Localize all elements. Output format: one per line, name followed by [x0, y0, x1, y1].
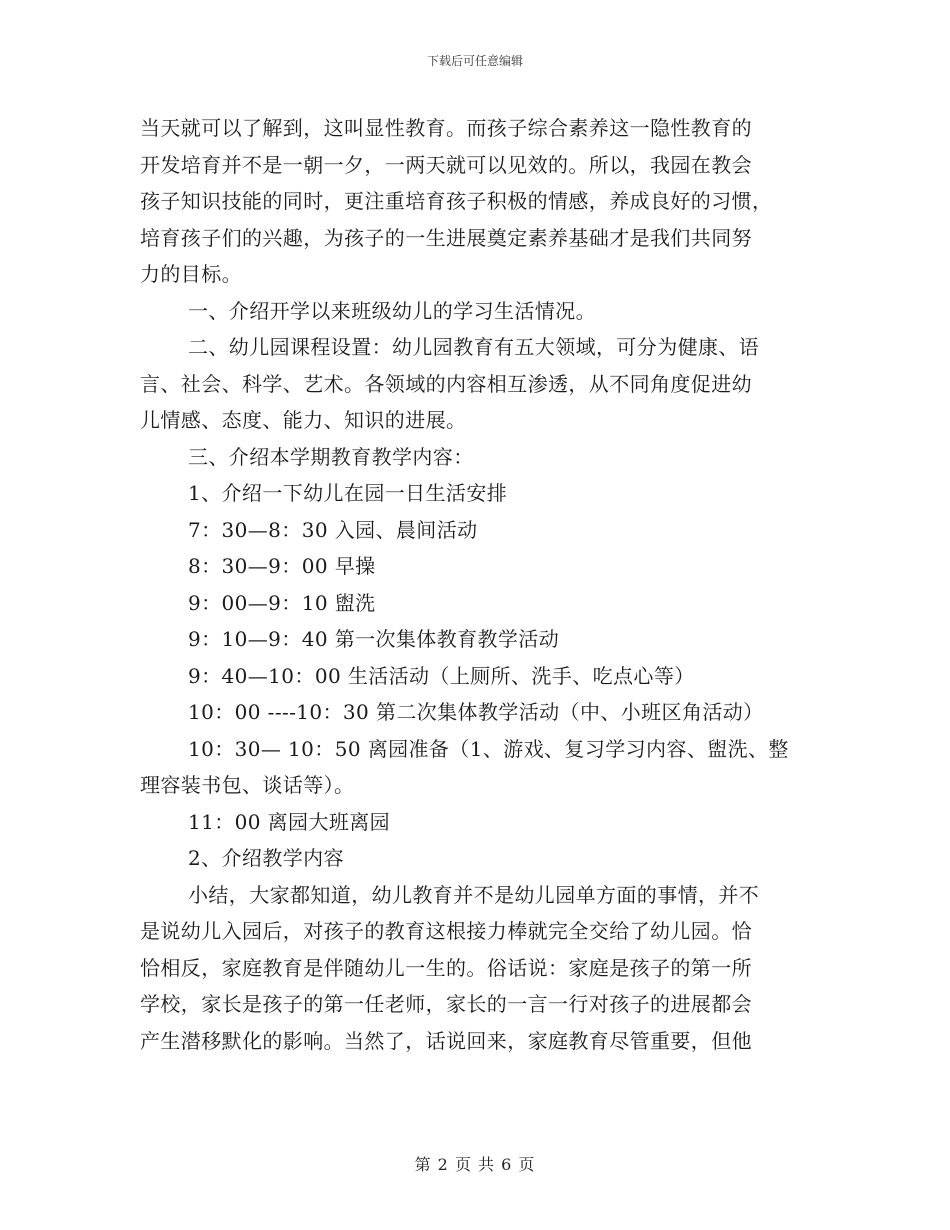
text-line: 小结，大家都知道，幼儿教育并不是幼儿园单方面的事情，并不 — [188, 882, 760, 907]
document-body — [140, 110, 805, 1059]
text-line: 当天就可以了解到，这叫显性教育。而孩子综合素养这一隐性教育的 — [140, 116, 752, 140]
page-header: 下载后可任意编辑 — [426, 54, 523, 68]
text-line: 言、社会、科学、艺术。各领域的内容相互渗透，从不同角度促进幼 — [140, 371, 752, 396]
text-line: 恰相反，家庭教育是伴随幼儿一生的。俗话说：家庭是孩子的第一所 — [140, 955, 752, 980]
schedule-item: 9：00—9：10 盥洗 — [188, 590, 376, 615]
schedule-item: 9：40—10：00 生活活动（上厕所、洗手、吃点心等） — [188, 663, 695, 688]
schedule-item: 9：10—9：40 第一次集体教育教学活动 — [188, 627, 560, 651]
text-line: 儿情感、态度、能力、知识的进展。 — [140, 408, 467, 432]
page-footer: 第 2 页 共 6 页 — [414, 1155, 536, 1174]
section-heading: 二、幼儿园课程设置：幼儿园教育有五大领域，可分为健康、语 — [188, 335, 760, 359]
list-item: 2、介绍教学内容 — [188, 846, 344, 870]
text-line: 力的目标。 — [140, 262, 242, 286]
text-line: 理容装书包、谈话等）。 — [140, 773, 355, 797]
text-line: 学校，家长是孩子的第一任老师，家长的一言一行对孩子的进展都会 — [140, 992, 752, 1016]
schedule-item: 11：00 离园大班离园 — [188, 809, 391, 834]
text-line: 孩子知识技能的同时，更注重培育孩子积极的情感，养成良好的习惯， — [140, 189, 773, 213]
schedule-item: 7：30—8：30 入园、晨间活动 — [188, 517, 478, 542]
text-line: 是说幼儿入园后，对孩子的教育这根接力棒就完全交给了幼儿园。恰 — [140, 919, 752, 943]
text-line: 培育孩子们的兴趣，为孩子的一生进展奠定素养基础才是我们共同努 — [140, 225, 752, 250]
text-line: 开发培育并不是一朝一夕，一两天就可以见效的。所以，我园在教会 — [140, 152, 752, 177]
section-heading: 一、介绍开学以来班级幼儿的学习生活情况。 — [188, 298, 596, 323]
list-item: 1、介绍一下幼儿在园一日生活安排 — [188, 481, 508, 505]
schedule-item: 8：30—9：00 早操 — [188, 554, 376, 578]
schedule-item: 10：00 ----10：30 第二次集体教学活动（中、小班区角活动） — [188, 700, 764, 724]
section-heading: 三、介绍本学期教育教学内容： — [188, 444, 474, 469]
schedule-item: 10：30— 10：50 离园准备（1、游戏、复习学习内容、盥洗、整 — [188, 736, 789, 761]
text-line: 产生潜移默化的影响。当然了，话说回来，家庭教育尽管重要，但他 — [140, 1028, 752, 1053]
